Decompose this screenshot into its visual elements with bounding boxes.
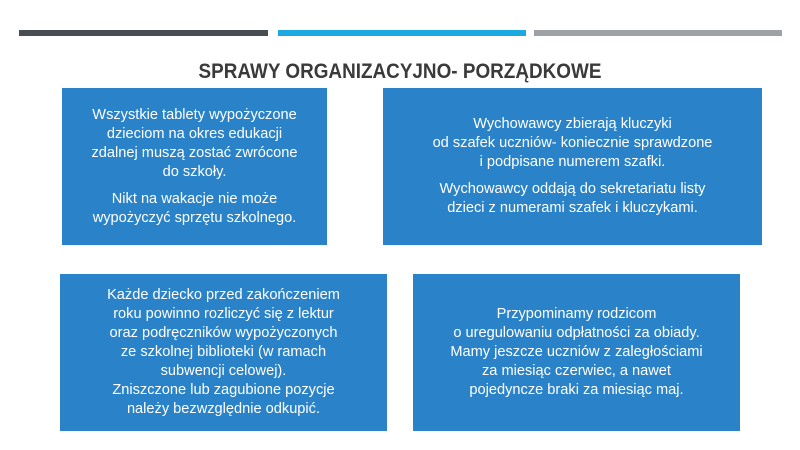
slide-title: SPRAWY ORGANIZACYJNO- PORZĄDKOWE [198, 60, 602, 83]
info-box-tablets [62, 88, 327, 245]
box-paragraph: Zniszczone lub zagubione pozycje należy bezwzględnie odkupić. [112, 382, 335, 417]
box-paragraph: Nikt na wakacje nie może wypożyczyć sprzętu szkolnego. [92, 190, 297, 226]
box-paragraph: Wychowawcy oddają do sekretariatu listy dzieci z numerami szafek i kluczykami. [439, 181, 706, 216]
info-box-lunch-payments [413, 274, 740, 431]
info-box-library-books [60, 274, 387, 431]
info-box-locker-keys [383, 88, 762, 245]
box-paragraph: Przypominamy rodzicom o uregulowaniu odpłatności za obiady. [453, 306, 700, 341]
box-paragraph: Mamy jeszcze uczniów z zaległościami za miesiąc czerwiec, a nawet pojedyncze braki za miesiąc maj. [450, 344, 703, 398]
box-paragraph: Wszystkie tablety wypożyczone dzieciom na okres edukacji zdalnej muszą zostać zwrócone do szkoły. [91, 106, 298, 180]
accent-bar-dark [19, 30, 268, 36]
box-paragraph: Wychowawcy zbierają kluczyki od szafek uczniów- koniecznie sprawdzone i podpisane numerem szafki. [432, 116, 713, 170]
accent-bar-blue [278, 30, 526, 36]
box-paragraph: Każde dziecko przed zakończeniem roku powinno rozliczyć się z lektur oraz podręczników wypożyczonych ze szkolnej biblioteki (w ramach subwencji celowej). [107, 287, 340, 379]
accent-bar-gray [534, 30, 782, 36]
